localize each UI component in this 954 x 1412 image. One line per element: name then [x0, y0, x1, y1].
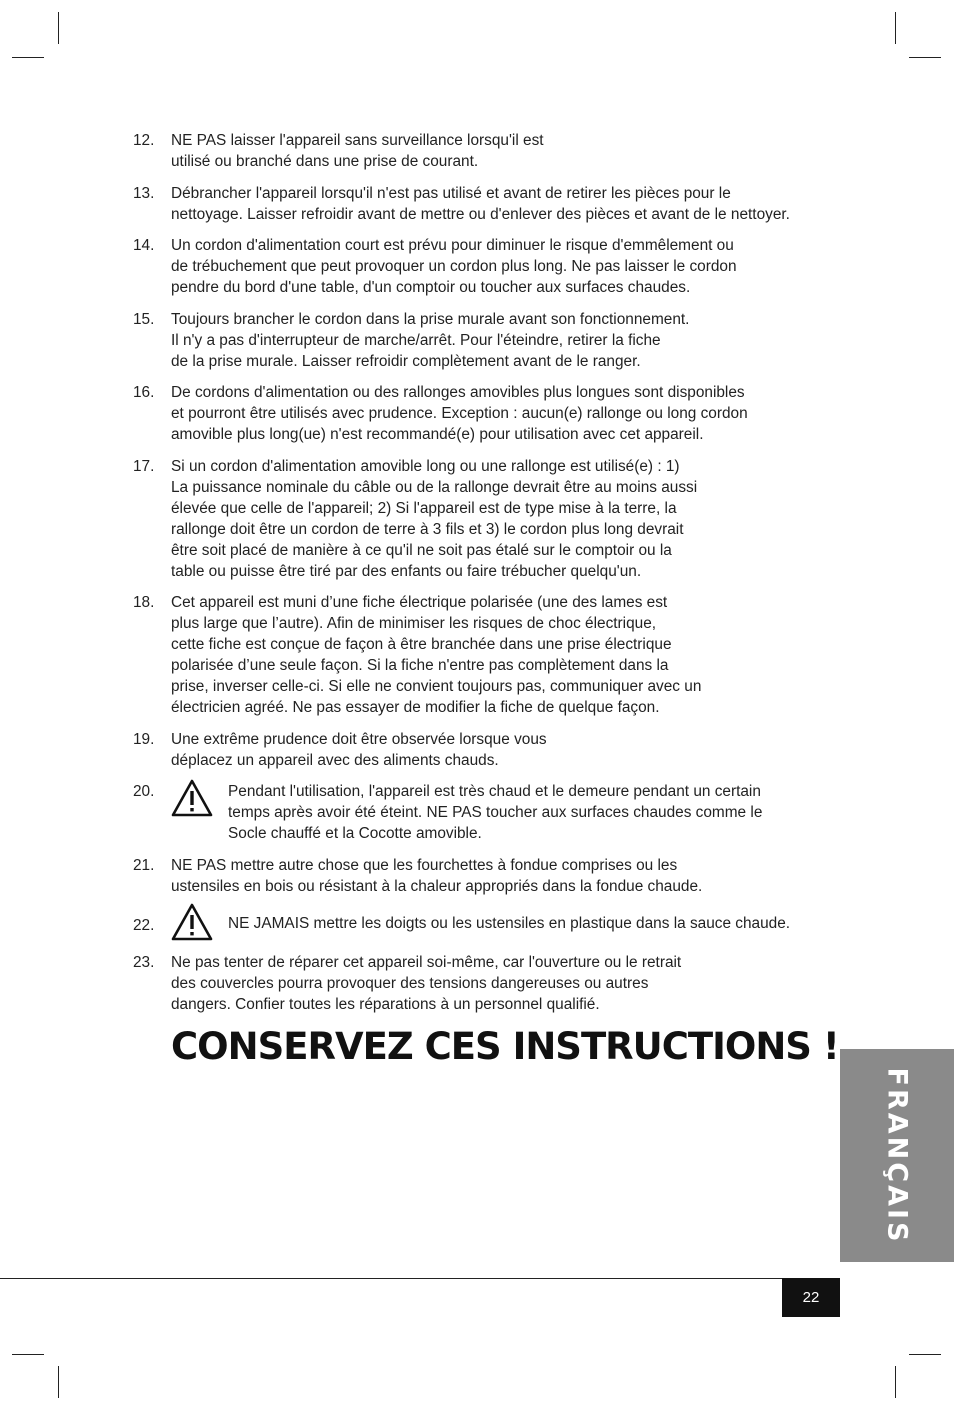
crop-mark — [895, 12, 896, 44]
language-tab — [840, 1049, 954, 1262]
item-text: NE PAS mettre autre chose que les fourchettes à fondue comprises ou les ustensiles en bois ou résistant à la chaleur appropriés dans la fondue chaude. — [171, 856, 703, 895]
item-number: 13. — [133, 184, 155, 202]
list-item — [133, 382, 833, 445]
list-item — [133, 952, 833, 1015]
list-item — [133, 183, 833, 225]
item-text: NE PAS laisser l'appareil sans surveillance lorsqu'il est utilisé ou branché dans une prise de courant. — [171, 132, 544, 170]
warning-triangle-icon — [171, 903, 213, 941]
crop-mark — [909, 57, 941, 58]
crop-mark — [909, 1354, 941, 1355]
crop-mark — [58, 1366, 59, 1398]
item-text: Un cordon d'alimentation court est prévu pour diminuer le risque d'emmêlement ou de trébuchement que peut provoquer un cordon plus long. Ne pas laisser le cordon pendre du bord d'une table, d'un comptoir ou toucher aux surfaces chaudes. — [171, 237, 737, 296]
item-text: Ne pas tenter de réparer cet appareil soi-même, car l'ouverture ou le retrait des couvercles pourra provoquer des tensions dangereuses ou autres dangers. Confier toutes les réparations à un personnel qualifié. — [171, 953, 682, 1013]
item-number: 22. — [133, 917, 155, 934]
item-number: 20. — [133, 783, 155, 800]
list-item — [133, 309, 833, 372]
list-item — [133, 130, 833, 172]
crop-mark — [12, 57, 44, 58]
list-item — [133, 729, 833, 771]
safety-instructions-list — [133, 130, 833, 1025]
item-number: 14. — [133, 237, 155, 254]
item-text: Si un cordon d'alimentation amovible long ou une rallonge est utilisé(e) : 1) La puissance nominale du câble ou de la rallonge devrait être au moins aussi élevée que celle de l'appareil; 2) Si l'appareil est de type mise à la terre, la rallonge doit être un cordon de terre à 3 fils et 3) le cordon plus long devrait être soit placé de manière à ce qu'il ne soit pas étalé sur le comptoir ou la table ou puisse être tiré par des enfants ou faire trébucher quelqu'un. — [171, 457, 698, 580]
item-text: Une extrême prudence doit être observée lorsque vous déplacez un appareil avec des aliments chauds. — [171, 730, 547, 769]
item-text: Cet appareil est muni d’une fiche électrique polarisée (une des lames est plus large que l’autre). Afin de minimiser les risques de choc électrique, cette fiche est conçue de façon à être branchée dans une prise électrique polarisée d’une seule façon. Si la fiche n'entre pas complètement dans la prise, inverser celle-ci. Si elle ne convient toujours pas, communiquer avec un électricien agréé. Ne pas essayer de modifier la fiche de quelque façon. — [171, 594, 702, 716]
item-number: 17. — [133, 457, 155, 475]
list-item-warning — [133, 781, 833, 844]
item-number: 12. — [133, 132, 155, 149]
item-number: 23. — [133, 953, 155, 971]
warning-triangle-icon — [171, 779, 213, 817]
list-item — [133, 592, 833, 718]
crop-mark — [58, 12, 59, 44]
crop-mark — [895, 1366, 896, 1398]
list-item — [133, 855, 833, 897]
item-number: 16. — [133, 384, 155, 401]
language-label: FRANÇAIS — [881, 1067, 913, 1244]
item-text: Débrancher l'appareil lorsqu'il n'est pas utilisé et avant de retirer les pièces pour le nettoyage. Laisser refroidir avant de mettre ou d'enlever des pièces et avant de le nettoyer. — [171, 184, 790, 223]
item-number: 18. — [133, 594, 155, 611]
page-title: CONSERVEZ CES INSTRUCTIONS ! — [171, 1025, 839, 1068]
list-item — [133, 235, 833, 298]
item-number: 21. — [133, 856, 155, 874]
item-text: Pendant l'utilisation, l'appareil est très chaud et le demeure pendant un certain temps après avoir été éteint. NE PAS toucher aux surfaces chaudes comme le Socle chauffé et la Cocotte amovible. — [228, 783, 763, 842]
list-item — [133, 456, 833, 582]
item-number: 15. — [133, 310, 155, 328]
page-number: 22 — [782, 1278, 840, 1317]
item-text: NE JAMAIS mettre les doigts ou les ustensiles en plastique dans la sauce chaude. — [228, 914, 791, 932]
footer-rule — [0, 1278, 838, 1279]
list-item-warning — [133, 905, 833, 941]
item-text: De cordons d'alimentation ou des rallonges amovibles plus longues sont disponibles et pourront être utilisés avec prudence. Exception : aucun(e) rallonge ou long cordon amovible plus long(ue) n'est recommandé(e) pour utilisation avec cet appareil. — [171, 384, 748, 443]
item-number: 19. — [133, 730, 155, 748]
item-text: Toujours brancher le cordon dans la prise murale avant son fonctionnement. Il n'y a pas d'interrupteur de marche/arrêt. Pour l'éteindre, retirer la fiche de la prise murale. Laisser refroidir complètement avant de le ranger. — [171, 310, 690, 370]
crop-mark — [12, 1354, 44, 1355]
